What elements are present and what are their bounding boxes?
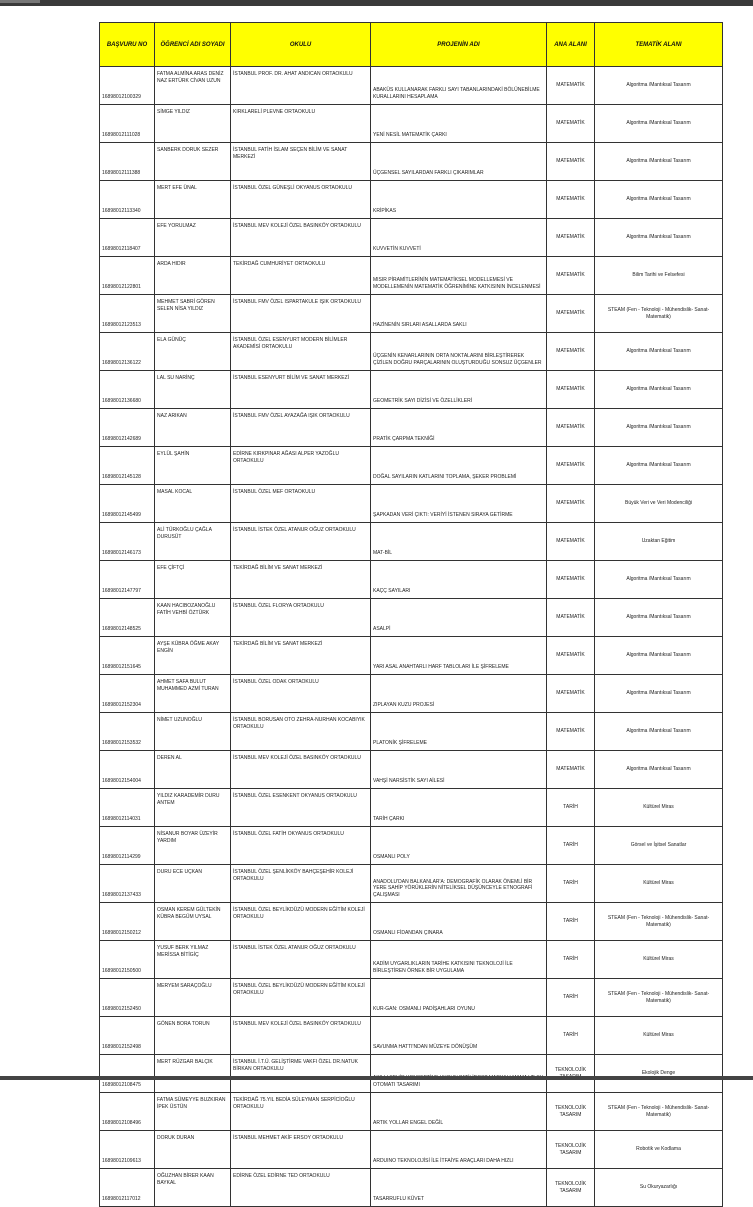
student-names-cell: EFE ÇİFTÇİ (155, 561, 231, 599)
school-name-cell: İSTANBUL ÖZEL FLORYA ORTAOKULU (231, 599, 371, 637)
application-number-cell: 16898012113340 (100, 181, 155, 219)
application-number-cell: 16898012123513 (100, 295, 155, 333)
thematic-area-cell: Ekolojik Denge (595, 1055, 723, 1093)
project-name-cell: PLATONİK ŞİFRELEME (371, 713, 547, 751)
header-okulu: OKULU (231, 23, 371, 67)
thematic-area-cell: STEAM (Fen - Teknoloji - Mühendislik- Sanat- Matematik) (595, 1093, 723, 1131)
school-name-cell: İSTANBUL ÖZEL FATİH OKYANUS ORTAOKULU (231, 827, 371, 865)
main-area-cell: MATEMATİK (547, 333, 595, 371)
student-names-cell: GÖNEN BORA TORUN (155, 1017, 231, 1055)
thematic-area-cell: STEAM (Fen - Teknoloji - Mühendislik- Sanat- Matematik) (595, 295, 723, 333)
school-name-cell: İSTANBUL MEHMET AKİF ERSOY ORTAOKULU (231, 1131, 371, 1169)
application-number-cell: 16898012152304 (100, 675, 155, 713)
application-number-cell: 16898012145499 (100, 485, 155, 523)
main-area-cell: MATEMATİK (547, 181, 595, 219)
application-number-cell: 16898012137433 (100, 865, 155, 903)
student-names-cell: SANBERK DORUK SEZER (155, 143, 231, 181)
thematic-area-cell: Algoritma /Mantıksal Tasarım (595, 447, 723, 485)
school-name-cell: İSTANBUL ÖZEL ODAK ORTAOKULU (231, 675, 371, 713)
application-number-cell: 16898012109613 (100, 1131, 155, 1169)
student-names-cell: MEHMET SABRİ GÖREN SELEN NİSA YILDIZ (155, 295, 231, 333)
application-number-cell: 16898012114031 (100, 789, 155, 827)
thematic-area-cell: Algoritma /Mantıksal Tasarım (595, 675, 723, 713)
school-name-cell: İSTANBUL MEV KOLEJİ ÖZEL BASINKÖY ORTAOKULU (231, 751, 371, 789)
table-row (100, 827, 723, 865)
application-number-cell: 16898012108475 (100, 1055, 155, 1093)
student-names-cell: NAZ ARIKAN (155, 409, 231, 447)
project-name-cell: TARİH ÇARKI (371, 789, 547, 827)
school-name-cell: İSTANBUL İSTEK ÖZEL ATANUR OĞUZ ORTAOKULU (231, 523, 371, 561)
project-name-cell: ANADOLU'DAN BALKANLAR'A: DEMOGRAFİK OLARAK ÖNEMLİ BİR YERE SAHİP YÖRÜKLERİN NİTELİKSEL DÜŞÜNCEYLE ETNOGRAFİ ÇALIŞMASI (371, 865, 547, 903)
student-names-cell: ELA GÜNÜÇ (155, 333, 231, 371)
school-name-cell: İSTANBUL MEV KOLEJİ ÖZEL BASINKÖY ORTAOKULU (231, 219, 371, 257)
school-name-cell: İSTANBUL ÖZEL BEYLİKDÜZÜ MODERN EĞİTİM KOLEJİ ORTAOKULU (231, 903, 371, 941)
main-area-cell: TARİH (547, 1017, 595, 1055)
school-name-cell: İSTANBUL FMV ÖZEL ISPARTAKULE IŞIK ORTAOKULU (231, 295, 371, 333)
project-name-cell: ABAKÜS KULLANARAK FARKLI SAYI TABANLARINDAKİ BÖLÜNEBİLME KURALLARINI HESAPLAMA (371, 67, 547, 105)
student-names-cell: MERYEM SARAÇOĞLU (155, 979, 231, 1017)
header-ana-alan: ANA ALANI (547, 23, 595, 67)
thematic-area-cell: Robotik ve Kodlama (595, 1131, 723, 1169)
student-names-cell: EYLÜL ŞAHİN (155, 447, 231, 485)
thematic-area-cell: Algoritma /Mantıksal Tasarım (595, 637, 723, 675)
project-name-cell: ARTIK YOLLAR ENGEL DEĞİL (371, 1093, 547, 1131)
application-number-cell: 16898012145128 (100, 447, 155, 485)
thematic-area-cell: Algoritma /Mantıksal Tasarım (595, 67, 723, 105)
student-names-cell: EFE YORULMAZ (155, 219, 231, 257)
main-area-cell: MATEMATİK (547, 257, 595, 295)
student-names-cell: DEREN AL (155, 751, 231, 789)
main-area-cell: MATEMATİK (547, 599, 595, 637)
document-bottom-edge (0, 1076, 753, 1080)
project-name-cell: ÜÇGENİN KENARLARININ ORTA NOKTALARINI BİRLEŞTİREREK ÇİZİLEN DOĞRU PARÇALARININ OLUŞTURDUĞU SONSUZ ÜÇGENLER (371, 333, 547, 371)
table-row (100, 105, 723, 143)
school-name-cell: İSTANBUL ÖZEL GÜNEŞLİ OKYANUS ORTAOKULU (231, 181, 371, 219)
table-row (100, 1055, 723, 1093)
application-number-cell: 16898012147797 (100, 561, 155, 599)
table-row (100, 561, 723, 599)
table-row (100, 637, 723, 675)
project-name-cell: YARI ASAL ANAHTARLI HARF TABLOLARI İLE ŞİFRELEME (371, 637, 547, 675)
table-row (100, 485, 723, 523)
school-name-cell: TEKİRDAĞ BİLİM VE SANAT MERKEZİ (231, 561, 371, 599)
main-area-cell: TARİH (547, 979, 595, 1017)
table-row (100, 1093, 723, 1131)
scan-mark (0, 0, 40, 3)
table-row (100, 789, 723, 827)
application-number-cell: 16898012122801 (100, 257, 155, 295)
school-name-cell: İSTANBUL ÖZEL ESENKENT OKYANUS ORTAOKULU (231, 789, 371, 827)
table-row (100, 67, 723, 105)
student-names-cell: YUSUF BERK YILMAZ MERİSSA BİTİGİÇ (155, 941, 231, 979)
project-name-cell: OSMANLI FİDANDAN ÇINARA (371, 903, 547, 941)
table-row (100, 713, 723, 751)
table-row (100, 371, 723, 409)
thematic-area-cell: Algoritma /Mantıksal Tasarım (595, 751, 723, 789)
student-names-cell: FATMA ALMİNA ARAS DENİZ NAZ ERTÜRK CİVAN UZUN (155, 67, 231, 105)
project-name-cell: GEOMETRİK SAYI DİZİSİ VE ÖZELLİKLERİ (371, 371, 547, 409)
table-row (100, 941, 723, 979)
table-row (100, 447, 723, 485)
student-names-cell: NİMET UZUNOĞLU (155, 713, 231, 751)
project-name-cell: ÜÇGENSEL SAYILARDAN FARKLI ÇIKARIMLAR (371, 143, 547, 181)
student-names-cell: MERT RÜZGAR BALÇIK (155, 1055, 231, 1093)
main-area-cell: MATEMATİK (547, 523, 595, 561)
project-name-cell: KAÇÇ SAYILARI (371, 561, 547, 599)
main-area-cell: MATEMATİK (547, 105, 595, 143)
thematic-area-cell: Kültürel Miras (595, 865, 723, 903)
project-name-cell: ZIPLAYAN KUZU PROJESİ (371, 675, 547, 713)
student-names-cell: AHMET SAFA BULUT MUHAMMED AZMİ TURAN (155, 675, 231, 713)
application-number-cell: 16898012136122 (100, 333, 155, 371)
header-proje: PROJENİN ADI (371, 23, 547, 67)
main-area-cell: MATEMATİK (547, 295, 595, 333)
main-area-cell: MATEMATİK (547, 143, 595, 181)
project-name-cell: ŞAPKADAN VERİ ÇIKTI: VERİYİ İSTENEN SIRAYA GETİRME (371, 485, 547, 523)
student-names-cell: LAL SU NARİNÇ (155, 371, 231, 409)
header-basvuru-no: BAŞVURU NO (100, 23, 155, 67)
application-number-cell: 16898012111028 (100, 105, 155, 143)
table-row (100, 181, 723, 219)
project-name-cell: KUR-GAN: OSMANLI PADİŞAHLARI OYUNU (371, 979, 547, 1017)
school-name-cell: İSTANBUL ÖZEL MEF ORTAOKULU (231, 485, 371, 523)
school-name-cell: EDİRNE ÖZEL EDİRNE TED ORTAOKULU (231, 1169, 371, 1207)
application-number-cell: 16898012150500 (100, 941, 155, 979)
project-name-cell: KUVVETİN KUVVETİ (371, 219, 547, 257)
main-area-cell: TARİH (547, 827, 595, 865)
project-name-cell: KADİM UYGARLIKLARIN TARİHE KATKISINI TEKNOLOJİ İLE BİRLEŞTİREN ÖRNEK BİR UYGULAMA (371, 941, 547, 979)
main-area-cell: MATEMATİK (547, 713, 595, 751)
thematic-area-cell: Algoritma /Mantıksal Tasarım (595, 561, 723, 599)
school-name-cell: TEKİRDAĞ BİLİM VE SANAT MERKEZİ (231, 637, 371, 675)
project-name-cell: VAHŞİ NARSİSTİK SAYI AİLESİ (371, 751, 547, 789)
application-number-cell: 16898012150212 (100, 903, 155, 941)
thematic-area-cell: Kültürel Miras (595, 941, 723, 979)
school-name-cell: İSTANBUL ESENYURT BİLİM VE SANAT MERKEZİ (231, 371, 371, 409)
table-row (100, 1017, 723, 1055)
student-names-cell: OSMAN KEREM GÜLTEKİN KÜBRA BEGÜM UYSAL (155, 903, 231, 941)
school-name-cell: İSTANBUL İSTEK ÖZEL ATANUR OĞUZ ORTAOKULU (231, 941, 371, 979)
table-row (100, 1131, 723, 1169)
table-row (100, 599, 723, 637)
project-name-cell: TASARRUFLU KÜVET (371, 1169, 547, 1207)
school-name-cell: İSTANBUL PROF. DR. AHAT ANDICAN ORTAOKULU (231, 67, 371, 105)
student-names-cell: MERT EFE ÜNAL (155, 181, 231, 219)
school-name-cell: İSTANBUL BORUSAN OTO ZEHRA-NURHAN KOCABIYIK ORTAOKULU (231, 713, 371, 751)
project-name-cell: MISIR PİRAMİTLERİNİN MATEMATİKSEL MODELLEMESİ VE MODELLEMENİN MATEMATİK ÖĞRENİMİNE KATKISININ İNCELENMESİ (371, 257, 547, 295)
application-number-cell: 16898012117012 (100, 1169, 155, 1207)
main-area-cell: MATEMATİK (547, 219, 595, 257)
school-name-cell: İSTANBUL ÖZEL ESENYURT MODERN BİLİMLER AKADEMİSİ ORTAOKULU (231, 333, 371, 371)
main-area-cell: MATEMATİK (547, 675, 595, 713)
header-ogrenci: ÖĞRENCİ ADI SOYADI (155, 23, 231, 67)
table-row (100, 751, 723, 789)
table-row (100, 979, 723, 1017)
main-area-cell: MATEMATİK (547, 637, 595, 675)
student-names-cell: AYŞE KÜBRA ÖĞME AKAY ENGİN (155, 637, 231, 675)
main-area-cell: TEKNOLOJİK TASARIM (547, 1093, 595, 1131)
table-row (100, 143, 723, 181)
student-names-cell: KAAN HACIBOZANOĞLU FATİH VEHBİ ÖZTÜRK (155, 599, 231, 637)
table-row (100, 257, 723, 295)
student-names-cell: ALİ TÜRKOĞLU ÇAĞLA DURUSÜT (155, 523, 231, 561)
main-area-cell: MATEMATİK (547, 561, 595, 599)
application-number-cell: 16898012108496 (100, 1093, 155, 1131)
thematic-area-cell: Görsel ve İşitsel Sanatlar (595, 827, 723, 865)
main-area-cell: MATEMATİK (547, 447, 595, 485)
school-name-cell: KIRKLARELİ PLEVNE ORTAOKULU (231, 105, 371, 143)
main-area-cell: TEKNOLOJİK (547, 1055, 595, 1093)
main-area-cell: MATEMATİK (547, 751, 595, 789)
table-header-row (100, 23, 723, 67)
school-name-cell: TEKİRDAĞ CUMHURİYET ORTAOKULU (231, 257, 371, 295)
thematic-area-cell: Algoritma /Mantıksal Tasarım (595, 599, 723, 637)
main-area-cell: MATEMATİK (547, 409, 595, 447)
application-number-cell: 16898012114299 (100, 827, 155, 865)
table-row (100, 219, 723, 257)
application-number-cell: 16898012148525 (100, 599, 155, 637)
student-names-cell: SİMGE YILDIZ (155, 105, 231, 143)
project-name-cell: ASALPİ (371, 599, 547, 637)
application-number-cell: 16898012152450 (100, 979, 155, 1017)
school-name-cell: İSTANBUL ÖZEL BEYLİKDÜZÜ MODERN EĞİTİM KOLEJİ ORTAOKULU (231, 979, 371, 1017)
document-top-edge (0, 0, 753, 6)
table-row (100, 409, 723, 447)
application-number-cell: 16898012136680 (100, 371, 155, 409)
thematic-area-cell: Su Okuryazarlığı (595, 1169, 723, 1207)
student-names-cell: NİSANUR BOYAR ÜZEYİR YARDIM (155, 827, 231, 865)
thematic-area-cell: Uzaktan Eğitim (595, 523, 723, 561)
project-name-cell: MAT-BİL (371, 523, 547, 561)
student-names-cell: MASAL KOCAL (155, 485, 231, 523)
table-row (100, 295, 723, 333)
thematic-area-cell: Bilim Tarihi ve Felsefesi (595, 257, 723, 295)
student-names-cell: FATMA SÜMEYYE BUZKIRAN İPEK ÜSTÜN (155, 1093, 231, 1131)
school-name-cell: İSTANBUL MEV KOLEJİ ÖZEL BASINKÖY ORTAOKULU (231, 1017, 371, 1055)
applications-table (99, 22, 723, 1207)
school-name-cell: İSTANBUL ÖZEL ŞENLİKKÖY BAHÇEŞEHİR KOLEJİ ORTAOKULU (231, 865, 371, 903)
application-number-cell: 16898012100329 (100, 67, 155, 105)
application-number-cell: 16898012142689 (100, 409, 155, 447)
project-name-cell: ARDUINO TEKNOLOJİSİ İLE İTFAİYE ARAÇLARI DAHA HIZLI (371, 1131, 547, 1169)
main-area-cell: TARİH (547, 941, 595, 979)
thematic-area-cell: Algoritma /Mantıksal Tasarım (595, 219, 723, 257)
application-number-cell: 16898012146173 (100, 523, 155, 561)
thematic-area-cell: Kültürel Miras (595, 1017, 723, 1055)
project-name-cell: DOĞAL SAYILARIN KATLARINI TOPLAMA, ŞEKER PROBLEMİ (371, 447, 547, 485)
thematic-area-cell: Algoritma /Mantıksal Tasarım (595, 105, 723, 143)
thematic-area-cell: Kültürel Miras (595, 789, 723, 827)
student-names-cell: DURU ECE UÇKAN (155, 865, 231, 903)
student-names-cell: OĞUZHAN BİRER KAAN BAYKAL (155, 1169, 231, 1207)
project-name-cell: YENİ NESİL MATEMATİK ÇARKI (371, 105, 547, 143)
student-names-cell: DORUK DURAN (155, 1131, 231, 1169)
application-number-cell: 16898012154004 (100, 751, 155, 789)
application-number-cell: 16898012151645 (100, 637, 155, 675)
application-number-cell: 16898012111388 (100, 143, 155, 181)
main-area-cell: TEKNOLOJİK TASARIM (547, 1131, 595, 1169)
thematic-area-cell: Algoritma /Mantıksal Tasarım (595, 143, 723, 181)
thematic-area-cell: Algoritma /Mantıksal Tasarım (595, 713, 723, 751)
thematic-area-cell: STEAM (Fen - Teknoloji - Mühendislik- Sanat- Matematik) (595, 979, 723, 1017)
thematic-area-cell: Büyük Veri ve Veri Modenciliği (595, 485, 723, 523)
table-row (100, 523, 723, 561)
school-name-cell: İSTANBUL FMV ÖZEL AYAZAĞA IŞIK ORTAOKULU (231, 409, 371, 447)
project-name-cell: KRİPİKAS (371, 181, 547, 219)
main-area-cell: MATEMATİK (547, 485, 595, 523)
student-names-cell: YILDIZ KARADEMİR DURU ANTEM (155, 789, 231, 827)
thematic-area-cell: STEAM (Fen - Teknoloji - Mühendislik- Sanat- Matematik) (595, 903, 723, 941)
thematic-area-cell: Algoritma /Mantıksal Tasarım (595, 333, 723, 371)
main-area-cell: TEKNOLOJİK TASARIM (547, 1169, 595, 1207)
thematic-area-cell: Algoritma /Mantıksal Tasarım (595, 371, 723, 409)
project-name-cell: SAVUNMA HATTI'NDAN MÜZEYE DÖNÜŞÜM (371, 1017, 547, 1055)
table-row (100, 903, 723, 941)
thematic-area-cell: Algoritma /Mantıksal Tasarım (595, 181, 723, 219)
school-name-cell: EDİRNE KIRKPINAR AĞASI ALPER YAZOĞLU ORTAOKULU (231, 447, 371, 485)
table-row (100, 865, 723, 903)
table-row (100, 675, 723, 713)
table-row (100, 1169, 723, 1207)
application-number-cell: 16898012118407 (100, 219, 155, 257)
project-name-cell: HAZİNENİN SIRLARI ASALLARDA SAKLI (371, 295, 547, 333)
main-area-cell: TARİH (547, 903, 595, 941)
table-row (100, 333, 723, 371)
project-name-cell: OTOMATI TASARIMI (371, 1055, 547, 1093)
school-name-cell: İSTANBUL İ.T.Ü. GELİŞTİRME VAKFI ÖZEL DR.NATUK BİRKAN ORTAOKULU (231, 1055, 371, 1093)
project-name-cell: PRATİK ÇARPMA TEKNİĞİ (371, 409, 547, 447)
student-names-cell: ARDA HIDIR (155, 257, 231, 295)
header-tematik: TEMATİK ALANI (595, 23, 723, 67)
application-number-cell: 16898012153532 (100, 713, 155, 751)
application-number-cell: 16898012152498 (100, 1017, 155, 1055)
main-area-cell: MATEMATİK (547, 371, 595, 409)
main-area-cell: MATEMATİK (547, 67, 595, 105)
school-name-cell: TEKİRDAĞ 75.YIL BEDİA SÜLEYMAN SERPİCİOĞLU ORTAOKULU (231, 1093, 371, 1131)
main-area-cell: TARİH (547, 789, 595, 827)
main-area-cell: TARİH (547, 865, 595, 903)
project-name-cell: OSMANLI POLY (371, 827, 547, 865)
school-name-cell: İSTANBUL FATİH İSLAM SEÇEN BİLİM VE SANAT MERKEZİ (231, 143, 371, 181)
thematic-area-cell: Algoritma /Mantıksal Tasarım (595, 409, 723, 447)
